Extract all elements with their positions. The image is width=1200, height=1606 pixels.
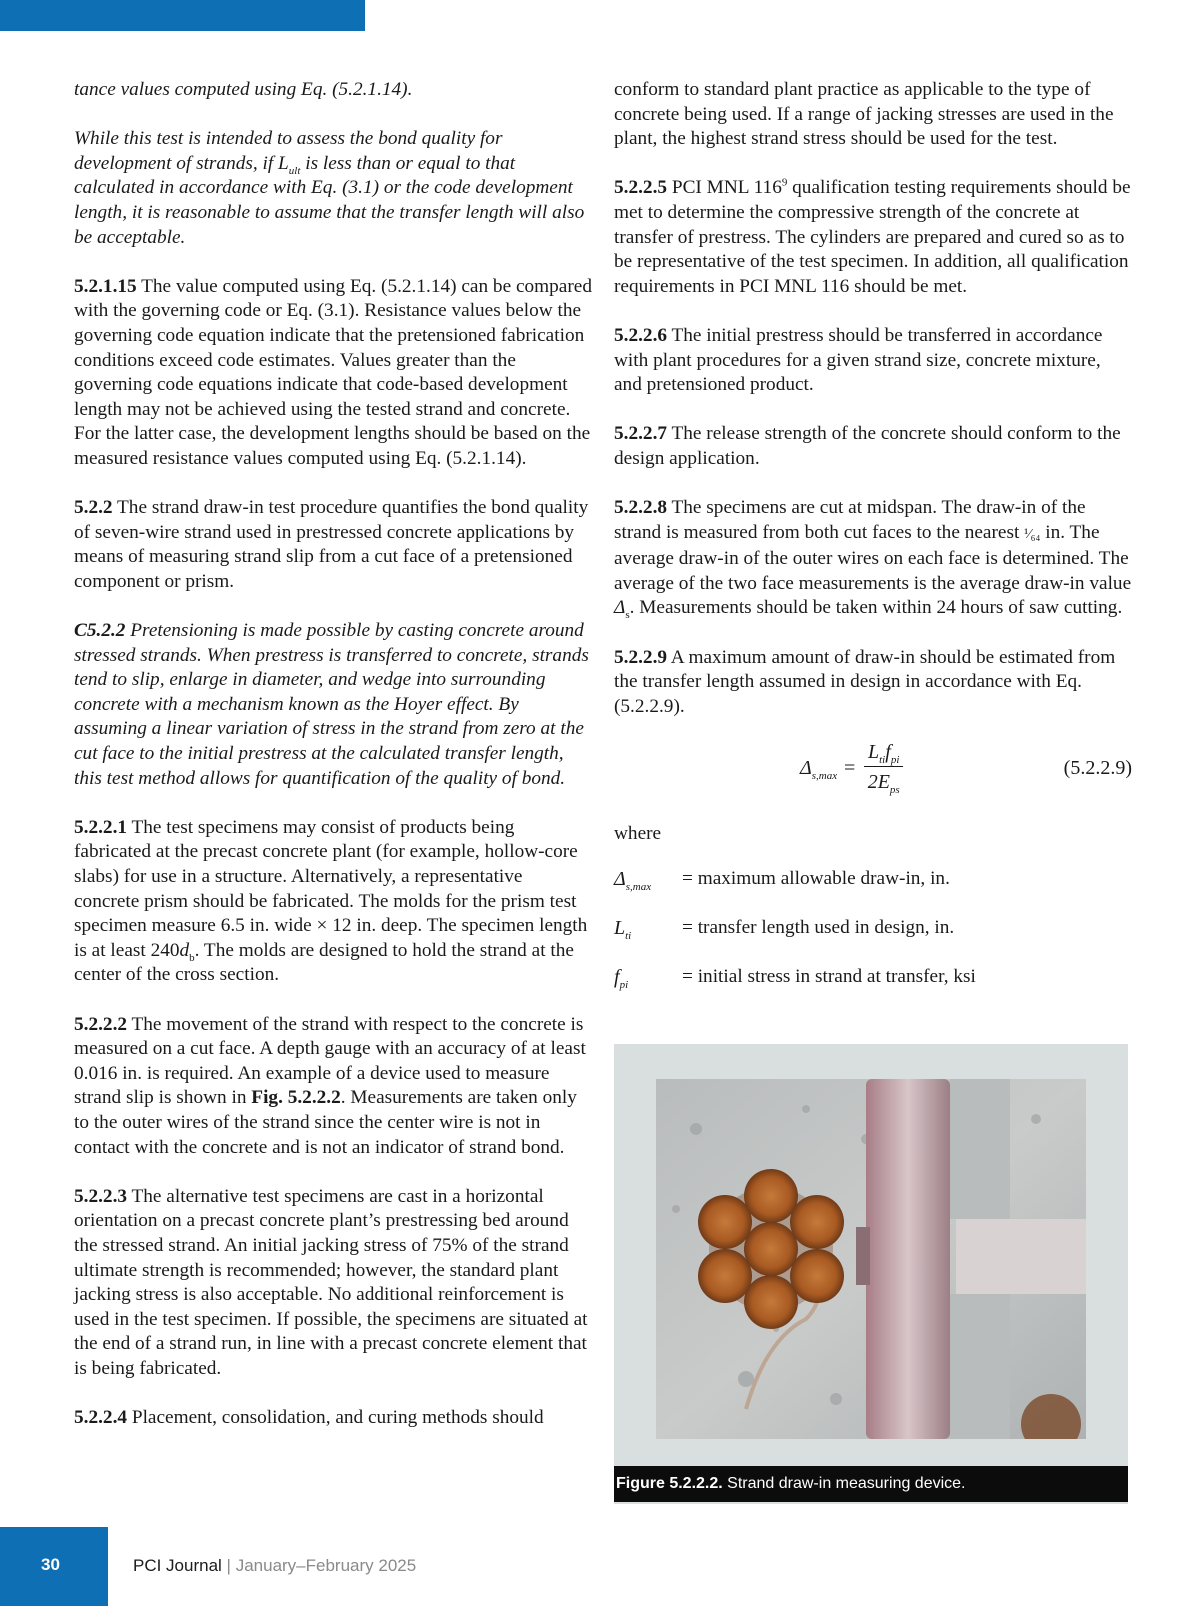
definition-symbol: $L_{ti}$: [614, 916, 632, 942]
paragraph: 5.2.2 The strand draw-in test procedure quantifies the bond quality of seven-wire strand used in prestressed concrete applications by means of measuring strand slip from a cut face of a pretensioned component or prism.: [74, 497, 589, 592]
paragraph: 5.2.2.9 A maximum amount of draw-in should be estimated from the transfer length assumed in design in accordance with Eq. (5.2.2.9).: [614, 646, 1116, 717]
paragraph: 5.2.2.2 The movement of the strand with respect to the concrete is measured on a cut face. A depth gauge with an accuracy of at least 0.016 in. is required. An example of a device used to measure strand slip is shown in Fig. 5.2.2.2. Measurements are taken only to the outer wires of the strand since the center wire is not in contact with the concrete and is not an indicator of strand bond.: [74, 1013, 586, 1158]
header-accent-bar: [0, 0, 365, 31]
equation-equals: =: [844, 757, 856, 780]
section-number: 5.2.2.2: [74, 1013, 128, 1035]
equation-fraction: [864, 738, 903, 797]
figure-reference: Fig. 5.2.2.2: [251, 1087, 341, 1109]
section-number: 5.2.2.8: [614, 497, 668, 519]
page-number: 30: [41, 1555, 60, 1574]
section-number: 5.2.2.9: [614, 646, 668, 668]
section-number: 5.2.2.1: [74, 816, 128, 838]
paragraph: 5.2.2.5 PCI MNL $116^9$ qualification testing requirements should be met to determine the compressive strength of the concrete at transfer of prestress. The cylinders are prepared and cured so as to be representative of the test specimen. In addition, all qualification requirements in PCI MNL 116 should be met.: [614, 176, 1131, 297]
definition-row: [614, 965, 1132, 1014]
equation-5-2-2-9: [614, 738, 1132, 808]
paragraph: 5.2.2.8 The specimens are cut at midspan. The draw-in of the strand is measured from both cut faces to the nearest ¹⁄₆₄ in. The average draw-in of the outer wires on each face is determined. The average of the two face measurements is the average draw-in value $\Delta_s$. Measurements should be taken within 24 hours of saw cutting.: [614, 497, 1132, 622]
figure-caption: Figure 5.2.2.2. Strand draw-in measuring device.: [614, 1466, 1128, 1502]
paragraph: 5.2.2.1 The test specimens may consist of products being fabricated at the precast concrete plant (for example, hollow-core slabs) for use in a structure. Alternatively, a representative concrete prism should be fabricated. The molds for the prism test specimen measure 6.5 in. wide × 12 in. deep. The specimen length is at least $240d_b$. The molds are designed to hold the strand at the center of the cross section.: [74, 816, 588, 986]
definition-text: = maximum allowable draw-in, in.: [682, 867, 950, 889]
paragraph: tance values computed using Eq. (5.2.1.14).: [74, 79, 413, 100]
equation-numerator: $L_{ti}f_{pi}$: [864, 738, 903, 767]
paragraph: 5.2.2.3 The alternative test specimens are cast in a horizontal orientation on a precast concrete plant’s prestressing bed around the stressed strand. An initial jacking stress of 75% of the strand ultimate strength is recommended; however, the standard plant jacking stress is also acceptable. No additional reinforcement is used in the test specimen. If possible, the specimens are situated at the end of a strand run, in line with a precast concrete element that is being fabricated.: [74, 1185, 588, 1379]
section-number: 5.2.2.5: [614, 177, 668, 199]
equation-lhs: $\Delta_{s,max}$: [800, 757, 838, 783]
journal-name: PCI Journal: [133, 1556, 222, 1575]
footer-journal: PCI Journal | January–February 2025: [133, 1556, 417, 1575]
issue-date: January–February 2025: [235, 1556, 417, 1575]
section-number: 5.2.2: [74, 497, 113, 519]
page-number-box: [0, 1527, 108, 1606]
paragraph: While this test is intended to assess the bond quality for development of strands, if $L_{ult}$ is less than or equal to that calculated in accordance with Eq. (3.1) or the code development length, it is reasonable to assume that the transfer length will also be acceptable.: [74, 128, 585, 248]
paragraph: conform to standard plant practice as applicable to the type of concrete being used. If a range of jacking stresses are used in the plant, the highest strand stress should be used for the test.: [614, 79, 1114, 150]
paragraph: 5.2.2.4 Placement, consolidation, and curing methods should: [74, 1407, 544, 1429]
section-number: C5.2.2: [74, 620, 126, 642]
figure-5-2-2-2: [614, 1044, 1128, 1504]
definition-row: [614, 867, 1132, 916]
definition-symbol: $\Delta_{s,max}$: [614, 867, 652, 893]
paragraph: 5.2.2.6 The initial prestress should be transferred in accordance with plant procedures for a given strand size, concrete mixture, and pretensioned product.: [614, 324, 1103, 396]
figure-label: Figure 5.2.2.2.: [616, 1475, 723, 1492]
definition-text: = transfer length used in design, in.: [682, 916, 955, 938]
definition-row: [614, 916, 1132, 965]
section-number: 5.2.2.6: [614, 324, 668, 346]
equation-denominator: $2E_{ps}$: [867, 771, 900, 797]
definition-symbol: $f_{pi}$: [614, 965, 629, 991]
right-column: [614, 78, 1132, 1014]
paragraph: 5.2.1.15 The value computed using Eq. (5.2.1.14) can be compared with the governing code or Eq. (3.1). Resistance values below the governing code equation indicate that the pretensioned fabrication conditions exceed code estimates. Values greater than the governing code equations indicate that code-based development length may not be achieved using the tested strand and concrete. For the latter case, the development lengths should be based on the measured resistance values computed using Eq. (5.2.1.14).: [74, 275, 592, 469]
commentary-paragraph: C5.2.2 Pretensioning is made possible by casting concrete around stressed strands. When prestress is transferred to concrete, strands tend to slip, enlarge in diameter, and wedge into surrounding concrete with a mechanism known as the Hoyer effect. By assuming a linear variation of stress in the strand from zero at the cut face to the initial prestress at the calculated transfer length, this test method allows for quantification of the quality of bond.: [74, 620, 589, 789]
strand-draw-in-photo: [656, 1079, 1086, 1439]
definition-text: = initial stress in strand at transfer, ksi: [682, 965, 976, 987]
where-label: where: [614, 823, 662, 845]
left-column: [74, 78, 592, 1455]
paragraph: 5.2.2.7 The release strength of the concrete should conform to the design application.: [614, 423, 1121, 469]
section-number: 5.2.1.15: [74, 275, 137, 297]
section-number: 5.2.2.3: [74, 1185, 128, 1207]
equation-number: (5.2.2.9): [1063, 757, 1132, 780]
section-number: 5.2.2.4: [74, 1407, 128, 1429]
section-number: 5.2.2.7: [614, 423, 668, 445]
